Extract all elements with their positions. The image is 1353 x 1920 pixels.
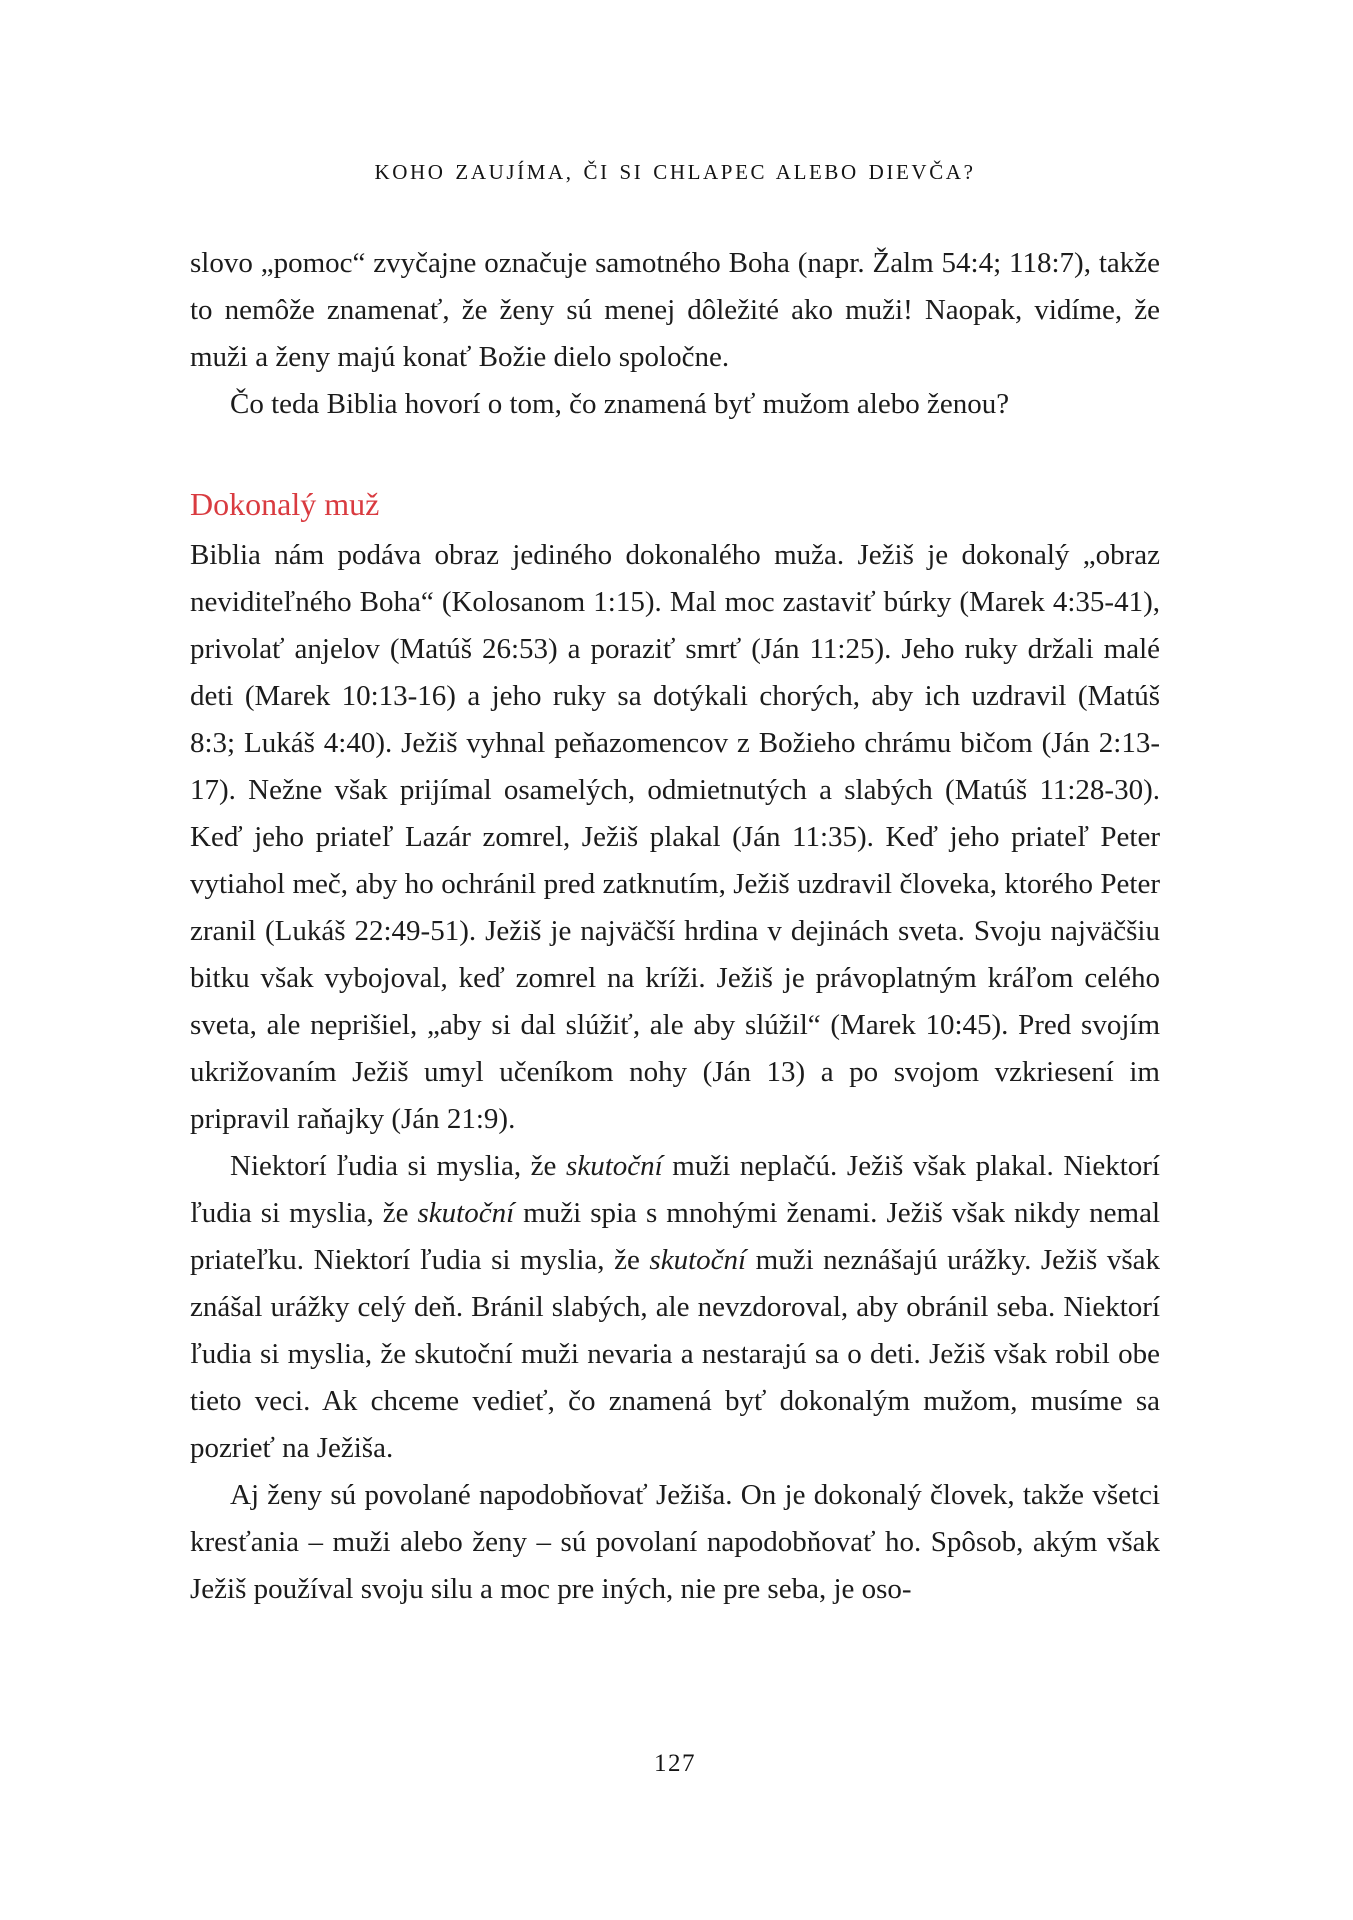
section-heading: Dokonalý muž <box>190 486 380 522</box>
text-block <box>190 240 1160 1613</box>
section-paragraph-women: Aj ženy sú povolané napodobňovať Ježiša. On je dokonalý človek, takže všetci kresťania – muži alebo ženy – sú povolaní napodobňovať ho. Spôsob, akým však Ježiš používal svoju silu a moc pre iných, nie pre seba, je oso- <box>190 1479 1160 1605</box>
text-segment: Niektorí ľudia si myslia, že <box>230 1150 567 1182</box>
text-segment: muži neplačú. Ježiš však plakal. Niektorí ľudia si myslia, že <box>190 1150 1160 1229</box>
italic-segment: skutoční <box>566 1150 663 1182</box>
section-paragraph-real-men <box>190 1143 1160 1472</box>
text-segment: muži spia s mnohými ženami. Ježiš však nikdy nemal priateľku. Niektorí ľudia si myslia, že <box>190 1197 1160 1276</box>
italic-segment: skutoční <box>649 1244 747 1276</box>
text-segment: muži neznášajú urážky. Ježiš však znášal urážky celý deň. Bránil slabých, ale nevzdoroval, aby obránil seba. Niektorí ľudia si myslia, že skutoční muži nevaria a nestarajú sa o deti. Ježiš však robil obe tieto veci. Ak chceme vedieť, čo znamená byť dokonalým mužom, musíme sa pozrieť na Ježiša. <box>190 1244 1160 1464</box>
section-paragraph-jesus: Biblia nám podáva obraz jediného dokonalého muža. Ježiš je dokonalý „obraz neviditeľného Boha“ (Kolosanom 1:15). Mal moc zastaviť búrky (Marek 4:35-41), privolať anjelov (Matúš 26:53) a poraziť smrť (Ján 11:25). Jeho ruky držali malé deti (Marek 10:13-16) a jeho ruky sa dotýkali chorých, aby ich uzdravil (Matúš 8:3; Lukáš 4:40). Ježiš vyhnal peňazomencov z Božieho chrámu bičom (Ján 2:13-17). Nežne však prijímal osamelých, odmietnutých a slabých (Matúš 11:28-30). Keď jeho priateľ Lazár zomrel, Ježiš plakal (Ján 11:35). Keď jeho priateľ Peter vytiahol meč, aby ho ochránil pred zatknutím, Ježiš uzdravil človeka, ktorého Peter zranil (Lukáš 22:49-51). Ježiš je najväčší hrdina v dejinách sveta. Svoju najväčšiu bitku však vybojoval, keď zomrel na kríži. Ježiš je právoplatným kráľom celého sveta, ale neprišiel, „aby si dal slúžiť, ale aby slúžil“ (Marek 10:45). Pred svojím ukrižovaním Ježiš umyl učeníkom nohy (Ján 13) a po svojom vzkriesení im pripravil raňajky (Ján 21:9). <box>190 539 1160 1135</box>
intro-paragraph-continuation: slovo „pomoc“ zvyčajne označuje samotného Boha (napr. Žalm 54:4; 118:7), takže to nemôže znamenať, že ženy sú menej dôležité ako muži! Naopak, vidíme, že muži a ženy majú konať Božie dielo spoločne. <box>190 247 1160 373</box>
italic-segment: skutoční <box>417 1197 515 1229</box>
page-number: 127 <box>654 1750 696 1777</box>
running-header: KOHO ZAUJÍMA, ČI SI CHLAPEC ALEBO DIEVČA? <box>374 160 976 184</box>
intro-paragraph-question: Čo teda Biblia hovorí o tom, čo znamená byť mužom alebo ženou? <box>230 388 1010 420</box>
